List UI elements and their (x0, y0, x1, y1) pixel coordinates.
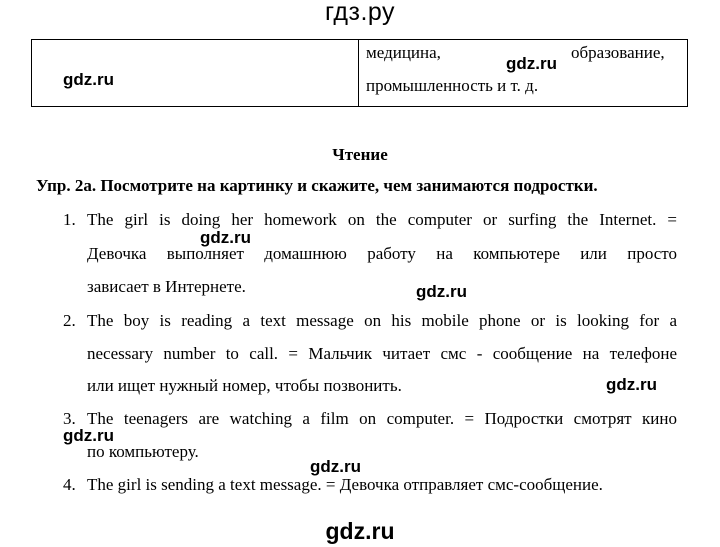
table-divider (358, 40, 359, 106)
item-text-line: The girl is sending a text message. = Девочка отправляет смс-сообщение. (87, 475, 603, 494)
item-number: 4. (63, 475, 76, 494)
table-cell-text-1b: образование, (571, 43, 665, 62)
item-number: 1. (63, 210, 76, 229)
exercise-title: Упр. 2а. Посмотрите на картинку и скажите, чем занимаются подростки. (36, 176, 598, 195)
item-number: 2. (63, 311, 76, 330)
item-text-line: Девочка выполняет домашнюю работу на компьютере или просто (87, 244, 677, 263)
item-number: 3. (63, 409, 76, 428)
item-text-line: The girl is doing her homework on the computer or surfing the Internet. = (87, 210, 677, 229)
item-text-line: по компьютеру. (87, 442, 199, 461)
site-header: гдз.ру (324, 0, 396, 26)
site-footer: gdz.ru (325, 518, 395, 544)
watermark-logo: gdz.ru (200, 228, 251, 247)
watermark-logo: gdz.ru (63, 70, 114, 89)
item-text-line: The teenagers are watching a film on computer. = Подростки смотрят кино (87, 409, 677, 428)
item-text-line: или ищет нужный номер, чтобы позвонить. (87, 376, 402, 395)
watermark-logo: gdz.ru (310, 457, 361, 476)
watermark-logo: gdz.ru (506, 54, 557, 73)
section-heading: Чтение (332, 145, 388, 164)
item-text-line: зависает в Интернете. (87, 277, 246, 296)
watermark-logo: gdz.ru (606, 375, 657, 394)
table-cell-text-1a: медицина, (366, 43, 441, 62)
item-text-line: necessary number to call. = Мальчик читает смс - сообщение на телефоне (87, 344, 677, 363)
watermark-logo: gdz.ru (63, 426, 114, 445)
watermark-logo: gdz.ru (416, 282, 467, 301)
table-cell-text-2: промышленность и т. д. (366, 76, 539, 95)
item-text-line: The boy is reading a text message on his mobile phone or is looking for a (87, 311, 677, 330)
